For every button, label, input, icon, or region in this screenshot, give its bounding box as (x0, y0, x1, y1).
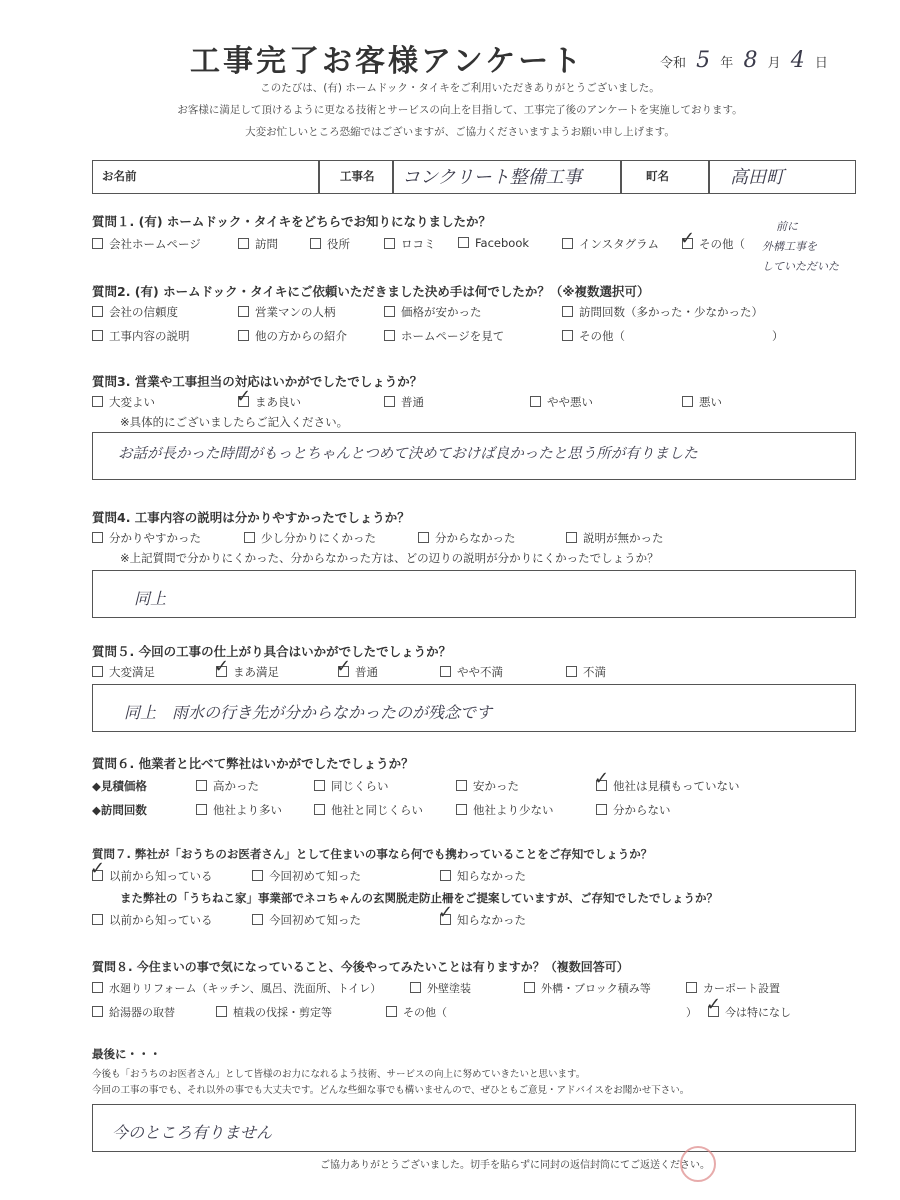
red-stamp-icon (680, 1146, 716, 1182)
q1-option-city-office[interactable]: 役所 (310, 236, 350, 252)
checkbox[interactable] (238, 306, 249, 317)
checkbox[interactable] (314, 804, 325, 815)
checkbox[interactable] (566, 666, 577, 677)
q1-option-company-website[interactable]: 会社ホームページ (92, 236, 201, 252)
q5-checkmark-icon-1: ✓ (214, 656, 230, 677)
q6-option-visits-same[interactable]: 他社と同じくらい (314, 802, 423, 818)
q3-option-good[interactable]: まあ良い (238, 394, 301, 410)
q6-checkmark-icon: ✓ (594, 768, 610, 789)
q3-option-very-good[interactable]: 大変よい (92, 394, 155, 410)
q3-question: 質問3. 営業や工事担当の対応はいかがでしたでしょうか？ (92, 374, 423, 389)
q8-option-carport[interactable]: カーポート設置 (686, 980, 780, 996)
q4-question: 質問4. 工事内容の説明は分かりやすかったでしょうか？ (92, 510, 410, 525)
form-title: 工事完了お客様アンケート (190, 44, 585, 79)
final-text-2: 今回の工事の事でも、それ以外の事でも大丈夫です。どんな些細な事でも構いませんので、ぜひともご意見・アドバイスをお聞かせ下さい。 (92, 1085, 690, 1096)
q6-option-no-other-estimate[interactable]: 他社は見積もっていない (596, 778, 740, 794)
q7-option-did-not-know[interactable]: 知らなかった (440, 868, 526, 884)
checkbox[interactable] (440, 666, 451, 677)
q5-option-normal[interactable]: 普通 (338, 664, 378, 680)
checkbox[interactable] (562, 330, 573, 341)
q2-option-price[interactable]: 価格が安かった (384, 304, 482, 320)
q2-option-referral[interactable]: 他の方からの紹介 (238, 328, 347, 344)
q1-option-other[interactable]: その他（ (682, 236, 745, 252)
q4-answer-box[interactable] (92, 570, 856, 618)
q5-checkmark-icon-2: ✓ (336, 656, 352, 677)
q6-row2-label: ◆訪問回数 (92, 803, 147, 817)
q1-other-note-3: していただいた (762, 260, 839, 273)
q6-option-visits-more[interactable]: 他社より多い (196, 802, 282, 818)
q4-note: ※上記質問で分かりにくかった、分からなかった方は、どの辺りの説明が分かりにくかったでしょうか？ (120, 551, 659, 565)
town-value[interactable]: 高田町 (730, 167, 784, 188)
q5-option-satisfied[interactable]: まあ満足 (216, 664, 279, 680)
q3-option-bad[interactable]: 悪い (682, 394, 722, 410)
date-day: 4 (790, 48, 805, 73)
q6-option-visits-unknown[interactable]: 分からない (596, 802, 671, 818)
checkbox[interactable] (596, 804, 607, 815)
q2-option-salesperson[interactable]: 営業マンの人柄 (238, 304, 336, 320)
q1-option-word-of-mouth[interactable]: ロコミ (384, 236, 436, 252)
q7-2-option-did-not-know[interactable]: 知らなかった (440, 912, 526, 928)
checkbox[interactable] (92, 666, 103, 677)
checkbox[interactable] (530, 396, 541, 407)
q1-other-note-1: 前に (776, 220, 798, 233)
intro-line-3: 大変お忙しいところ恐縮ではございますが、ご協力くださいますようお願い申し上げます。 (245, 126, 675, 138)
q2-option-visit-count[interactable]: 訪問回数（多かった・少なかった） (562, 304, 763, 320)
q2-option-homepage[interactable]: ホームページを見て (384, 328, 504, 344)
q5-option-somewhat-dissatisfied[interactable]: やや不満 (440, 664, 503, 680)
checkbox[interactable] (384, 238, 395, 249)
checkbox[interactable] (196, 780, 207, 791)
header-divider-3 (620, 161, 622, 193)
q3-checkmark-icon: ✓ (236, 386, 252, 407)
checkbox[interactable] (92, 532, 103, 543)
date-era: 令和 (660, 56, 687, 71)
q8-option-water-heater[interactable]: 給湯器の取替 (92, 1004, 175, 1020)
checkbox[interactable] (314, 780, 325, 791)
q8-checkmark-icon: ✓ (706, 994, 722, 1015)
date-year: 5 (696, 48, 711, 73)
checkbox[interactable] (310, 238, 321, 249)
checkbox[interactable] (216, 1006, 227, 1017)
final-answer: 今のところ有りません (112, 1123, 273, 1142)
name-label: お名前 (102, 169, 137, 183)
q5-answer: 同上 雨水の行き先が分からなかったのが残念です (124, 703, 493, 722)
q2-option-other[interactable]: その他（ (562, 328, 625, 344)
checkbox[interactable] (384, 330, 395, 341)
checkbox[interactable] (682, 396, 693, 407)
q1-option-instagram[interactable]: インスタグラム (562, 236, 659, 252)
checkbox[interactable] (238, 238, 249, 249)
q6-option-price-high[interactable]: 高かった (196, 778, 259, 794)
q8-option-exterior-block[interactable]: 外構・ブロック積み等 (524, 980, 651, 996)
q5-option-dissatisfied[interactable]: 不満 (566, 664, 606, 680)
header-divider-4 (708, 161, 710, 193)
q3-option-normal[interactable]: 普通 (384, 394, 424, 410)
checkbox[interactable] (92, 1006, 103, 1017)
checkbox[interactable] (196, 804, 207, 815)
q1-other-note-2: 外構工事を (762, 240, 817, 253)
date-month-label: 月 (767, 56, 781, 71)
checkbox[interactable] (384, 396, 395, 407)
q6-option-price-same[interactable]: 同じくらい (314, 778, 389, 794)
checkbox[interactable] (384, 306, 395, 317)
q5-option-very-satisfied[interactable]: 大変満足 (92, 664, 155, 680)
q2-option-explanation[interactable]: 工事内容の説明 (92, 328, 190, 344)
final-text-1: 今後も「おうちのお医者さん」として皆様のお力になれるよう技術、サービスの向上に努めていきたいと思います。 (92, 1069, 586, 1080)
q8-option-tree-pruning[interactable]: 植栽の伐採・剪定等 (216, 1004, 332, 1020)
q7-question: 質問７. 弊社が「おうちのお医者さん」として住まいの事なら何でも携わっていることをご存知でしょうか？ (92, 847, 653, 861)
q1-question: 質問１. (有) ホームドック・タイキをどちらでお知りになりましたか？ (92, 214, 492, 229)
date-year-label: 年 (720, 56, 734, 71)
q2-question: 質問2. (有) ホームドック・タイキにご依頼いただきました決め手は何でしたか？（※複数選択可） (92, 284, 650, 299)
checkbox[interactable] (238, 330, 249, 341)
q7-2-option-first-time[interactable]: 今回初めて知った (252, 912, 361, 928)
q6-option-visits-less[interactable]: 他社より少ない (456, 802, 554, 818)
checkbox[interactable] (244, 532, 255, 543)
q3-answer: お話が長かった時間がもっとちゃんとつめて決めておけば良かったと思う所が有りました (118, 446, 698, 462)
q3-option-somewhat-bad[interactable]: やや悪い (530, 394, 593, 410)
q4-option-no-explanation[interactable]: 説明が無かった (566, 530, 664, 546)
checkbox[interactable] (562, 238, 573, 249)
header-divider-2 (392, 161, 394, 193)
q3-note: ※具体的にございましたらご記入ください。 (120, 415, 349, 429)
q8-option-nothing[interactable]: 今は特になし (708, 1004, 791, 1020)
checkbox[interactable] (410, 982, 421, 993)
final-footer: ご協力ありがとうございました。切手を貼らずに同封の返信封筒にてご返送ください。 (320, 1160, 710, 1171)
q6-row1-label: ◆見積価格 (92, 779, 147, 793)
q5-question: 質問５. 今回の工事の仕上がり具合はいかがでしたでしょうか？ (92, 644, 452, 659)
q4-option-clear[interactable]: 分かりやすかった (92, 530, 201, 546)
checkbox[interactable] (92, 396, 103, 407)
checkbox[interactable] (252, 870, 263, 881)
intro-line-1: このたびは、(有) ホームドック・タイキをご利用いただきありがとうございました。 (260, 82, 660, 94)
town-label: 町名 (646, 169, 669, 183)
q8-question: 質問８. 今住まいの事で気になっていること、今後やってみたいことは有りますか？（複数回答可） (92, 960, 629, 974)
q7-checkmark-icon-1: ✓ (90, 858, 106, 879)
form-date (660, 48, 828, 73)
q4-answer: 同上 (134, 589, 167, 608)
checkbox[interactable] (418, 532, 429, 543)
checkbox[interactable] (458, 237, 469, 248)
checkbox[interactable] (252, 914, 263, 925)
q1-option-visit[interactable]: 訪問 (238, 236, 278, 252)
q1-option-facebook[interactable]: Facebook (458, 236, 529, 250)
checkbox[interactable] (440, 870, 451, 881)
q7-option-first-time[interactable]: 今回初めて知った (252, 868, 361, 884)
q7-checkmark-icon-2: ✓ (438, 902, 454, 923)
checkbox[interactable] (562, 306, 573, 317)
work-value[interactable]: コンクリート整備工事 (402, 167, 582, 188)
date-day-label: 日 (814, 56, 828, 71)
checkbox[interactable] (92, 330, 103, 341)
checkbox[interactable] (386, 1006, 397, 1017)
checkbox[interactable] (92, 982, 103, 993)
q6-question: 質問６. 他業者と比べて弊社はいかがでしたでしょうか？ (92, 756, 414, 771)
checkbox[interactable] (456, 804, 467, 815)
q7-question-2: また弊社の「うちねこ家」事業部でネコちゃんの玄関脱走防止柵をご提案していますが、ご存知でしたでしょうか？ (120, 891, 718, 905)
checkbox[interactable] (456, 780, 467, 791)
q4-option-unclear[interactable]: 分からなかった (418, 530, 516, 546)
q6-option-price-low[interactable]: 安かった (456, 778, 519, 794)
date-month: 8 (743, 48, 758, 73)
q8-option-water-reform[interactable]: 水廻りリフォーム（キッチン、風呂、洗面所、トイレ） (92, 980, 381, 996)
q8-option-exterior-paint[interactable]: 外壁塗装 (410, 980, 471, 996)
q4-option-a-bit-unclear[interactable]: 少し分かりにくかった (244, 530, 376, 546)
q2-other-close: ） (772, 329, 784, 343)
intro-line-2: お客様に満足して頂けるように更なる技術とサービスの向上を目指して、工事完了後のアンケートを実施しております。 (177, 104, 743, 116)
checkbox[interactable] (92, 306, 103, 317)
checkbox[interactable] (92, 238, 103, 249)
q7-2-option-knew-before[interactable]: 以前から知っている (92, 912, 213, 928)
checkbox[interactable] (92, 914, 103, 925)
header-divider-1 (318, 161, 320, 193)
q2-option-trust[interactable]: 会社の信頼度 (92, 304, 178, 320)
work-label: 工事名 (340, 169, 375, 183)
q7-option-knew-before[interactable]: 以前から知っている (92, 868, 213, 884)
q1-checkmark-icon: ✓ (680, 228, 696, 249)
q8-other-close: ） (686, 1006, 697, 1019)
checkbox[interactable] (524, 982, 535, 993)
checkbox[interactable] (566, 532, 577, 543)
checkbox[interactable] (686, 982, 697, 993)
q8-option-other[interactable]: その他（ (386, 1004, 447, 1020)
final-heading: 最後に・・・ (92, 1047, 161, 1061)
